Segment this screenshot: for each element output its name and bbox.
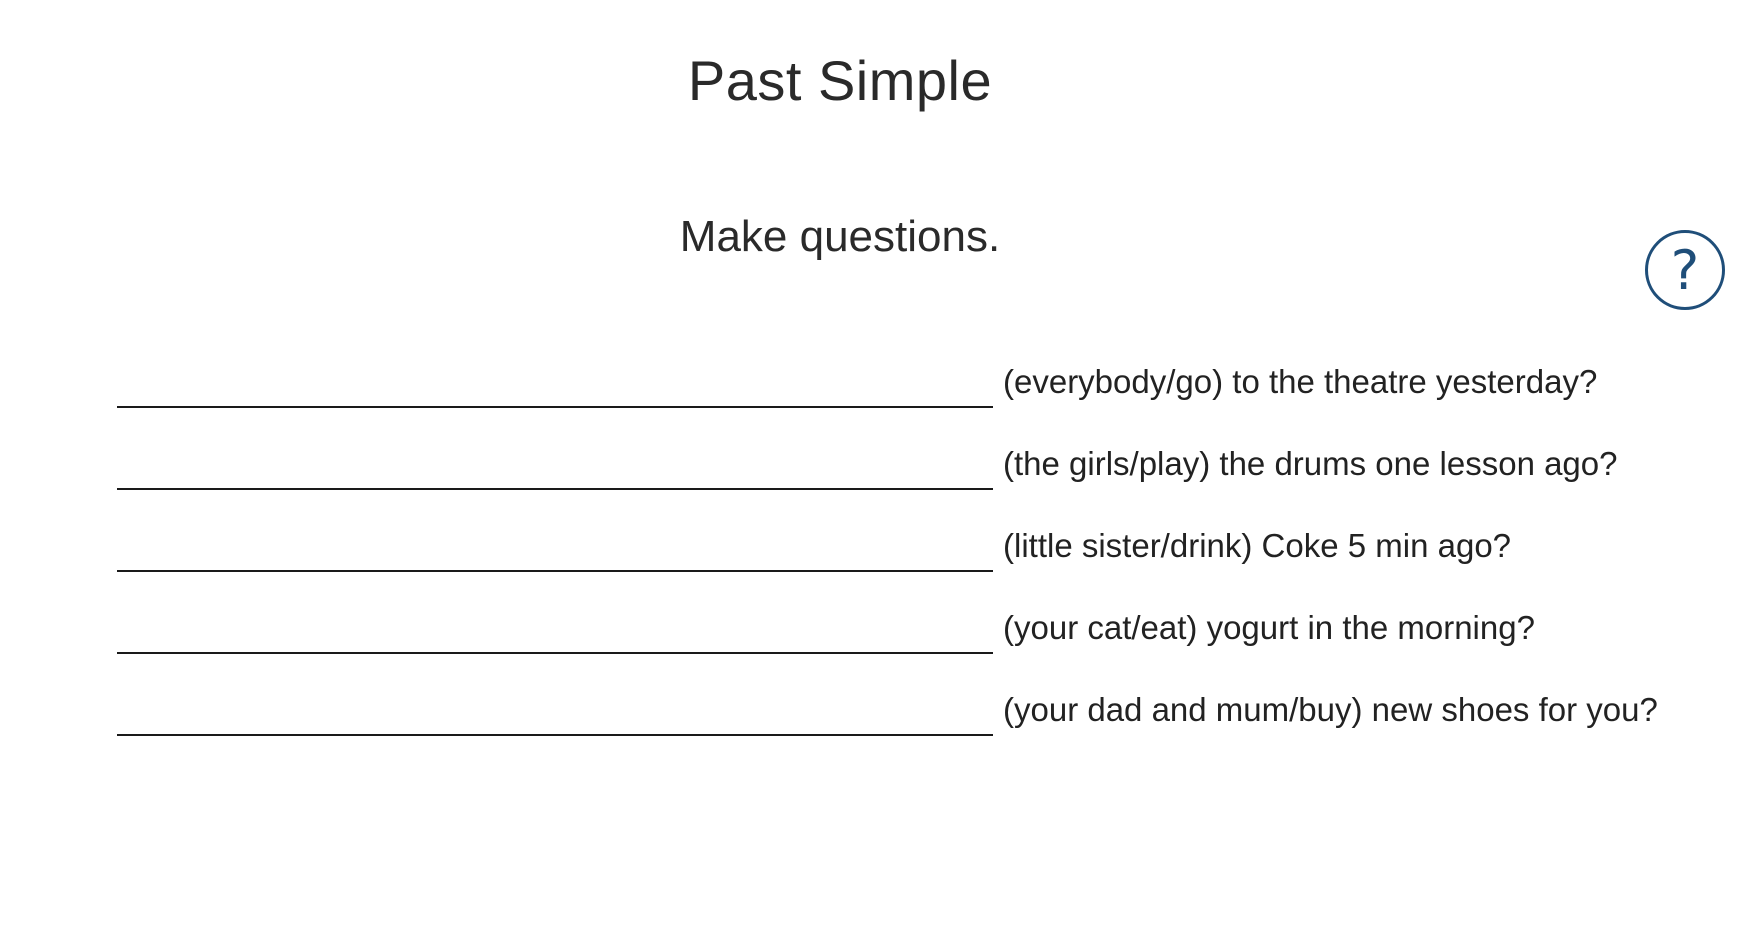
exercise-list [117,326,1737,736]
exercise-item [117,408,1737,490]
exercise-prompt-1: (everybody/go) to the theatre yesterday? [1003,363,1598,400]
exercise-item [117,654,1737,736]
exercise-item [117,326,1737,408]
exercise-instruction: Make questions. [679,212,1001,261]
exercise-prompt-4: (your cat/eat) yogurt in the morning? [1003,609,1535,646]
exercise-prompt-2: (the girls/play) the drums one lesson ago? [1003,445,1618,482]
answer-input-2[interactable] [117,440,993,490]
answer-input-4[interactable] [117,604,993,654]
exercise-item [117,572,1737,654]
answer-input-1[interactable] [117,358,993,408]
exercise-item [117,490,1737,572]
exercise-prompt-5: (your dad and mum/buy) new shoes for you? [1003,691,1658,728]
help-button[interactable] [1645,230,1725,310]
exercise-prompt-3: (little sister/drink) Coke 5 min ago? [1003,527,1512,564]
answer-input-5[interactable] [117,686,993,736]
answer-input-3[interactable] [117,522,993,572]
page-title: Past Simple [687,49,993,112]
question-circle-icon: ? [1670,238,1700,302]
